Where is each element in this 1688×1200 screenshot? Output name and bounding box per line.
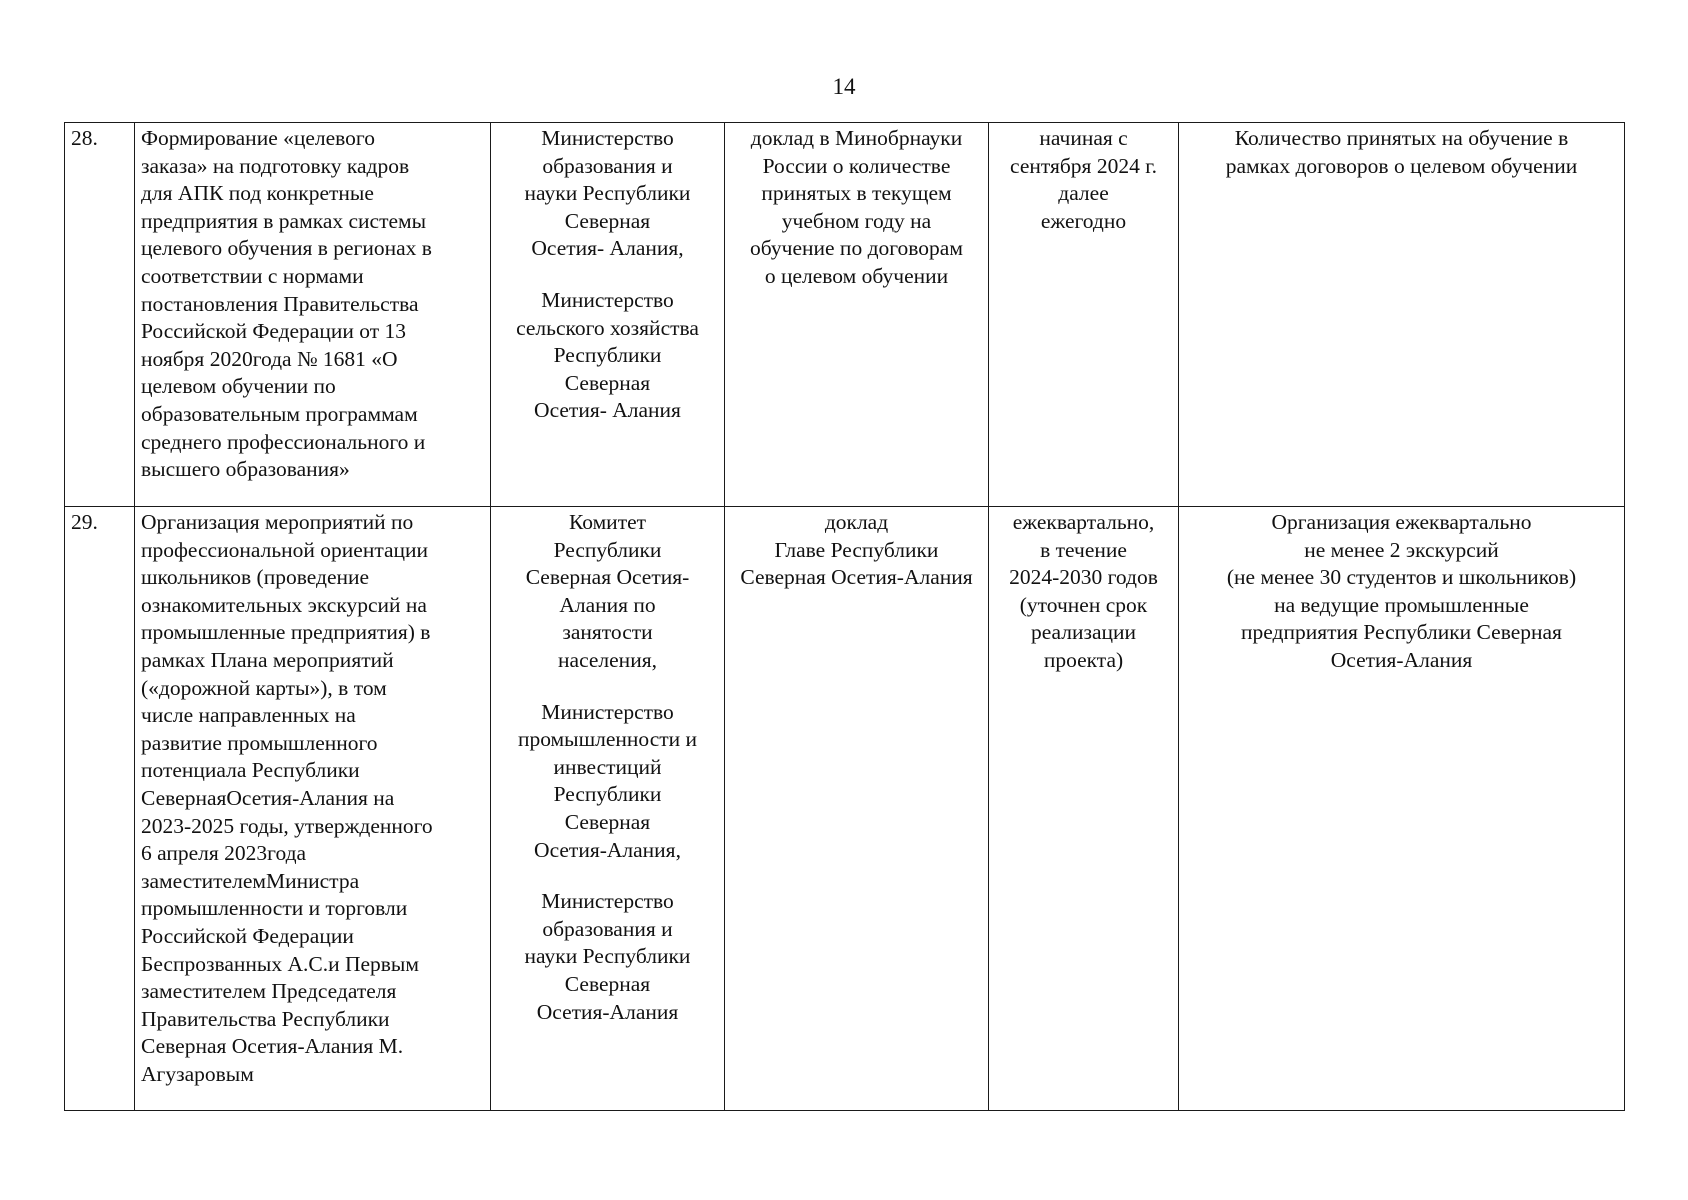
result-form-cell [725, 123, 989, 507]
deadline-text: начиная с сентября 2024 г. далее ежегодно [1010, 126, 1157, 233]
measures-table [64, 122, 1625, 1111]
activity-cell [135, 507, 491, 1111]
responsible-org: Министерство образования и науки Республики Северная Осетия- Алания, [524, 126, 691, 261]
responsible-org: Министерство промышленности и инвестиций Республики Северная Осетия-Алания, [517, 699, 698, 862]
activity-cell [135, 123, 491, 507]
indicator-cell [1179, 123, 1625, 507]
deadline-cell [989, 123, 1179, 507]
activity-text: Организация мероприятий по профессиональной ориентации школьников (проведение ознакомительных экскурсий на промышленные предприятия) в рамках Плана мероприятий («дорожной карты»), в том числе направленных на развитие промышленного потенциала Республики СевернаяОсетия-Алания на 2023-2025 годы, утвержденного 6 апреля 2023года заместителемМинистра промышленности и торговли Российской Федерации Беспрозванных А.С.и Первым заместителем Председателя Правительства Республики Северная Осетия-Алания М. Агузаровым [141, 510, 433, 1086]
deadline-cell [989, 507, 1179, 1111]
row-number: 28. [71, 126, 98, 150]
row-number-cell [65, 123, 135, 507]
responsible-org: Комитет Республики Северная Осетия- Алания по занятости населения, [525, 510, 690, 672]
indicator-cell [1179, 507, 1625, 1111]
indicator-text: Количество принятых на обучение в рамках договоров о целевом обучении [1225, 126, 1578, 178]
responsible-cell [491, 507, 725, 1111]
row-number-cell [65, 507, 135, 1111]
result-form-cell [725, 507, 989, 1111]
result-form-text: доклад в Минобрнауки России о количестве принятых в текущем учебном году на обучение по договорам о целевом обучении [750, 126, 963, 288]
result-form-text: доклад Главе Республики Северная Осетия-Алания [740, 510, 973, 590]
page-number: 14 [832, 74, 856, 99]
activity-text: Формирование «целевого заказа» на подготовку кадров для АПК под конкретные предприятия в рамках системы целевого обучения в регионах в соответствии с нормами постановления Правительства Российской Федерации от 13 ноября 2020года № 1681 «О целевом обучении по образовательным программам среднего профессионального и высшего образования» [141, 126, 432, 482]
table-row [65, 507, 1625, 1111]
responsible-org: Министерство образования и науки Республики Северная Осетия-Алания [524, 889, 691, 1024]
responsible-org: Министерство сельского хозяйства Республики Северная Осетия- Алания [516, 287, 699, 423]
responsible-cell [491, 123, 725, 507]
indicator-text: Организация ежеквартально не менее 2 экскурсий (не менее 30 студентов и школьников) на ведущие промышленные предприятия Республики Северная Осетия-Алания [1226, 510, 1577, 672]
row-number: 29. [71, 510, 98, 534]
table-row [65, 123, 1625, 507]
deadline-text: ежеквартально, в течение 2024-2030 годов (уточнен срок реализации проекта) [1009, 510, 1158, 672]
